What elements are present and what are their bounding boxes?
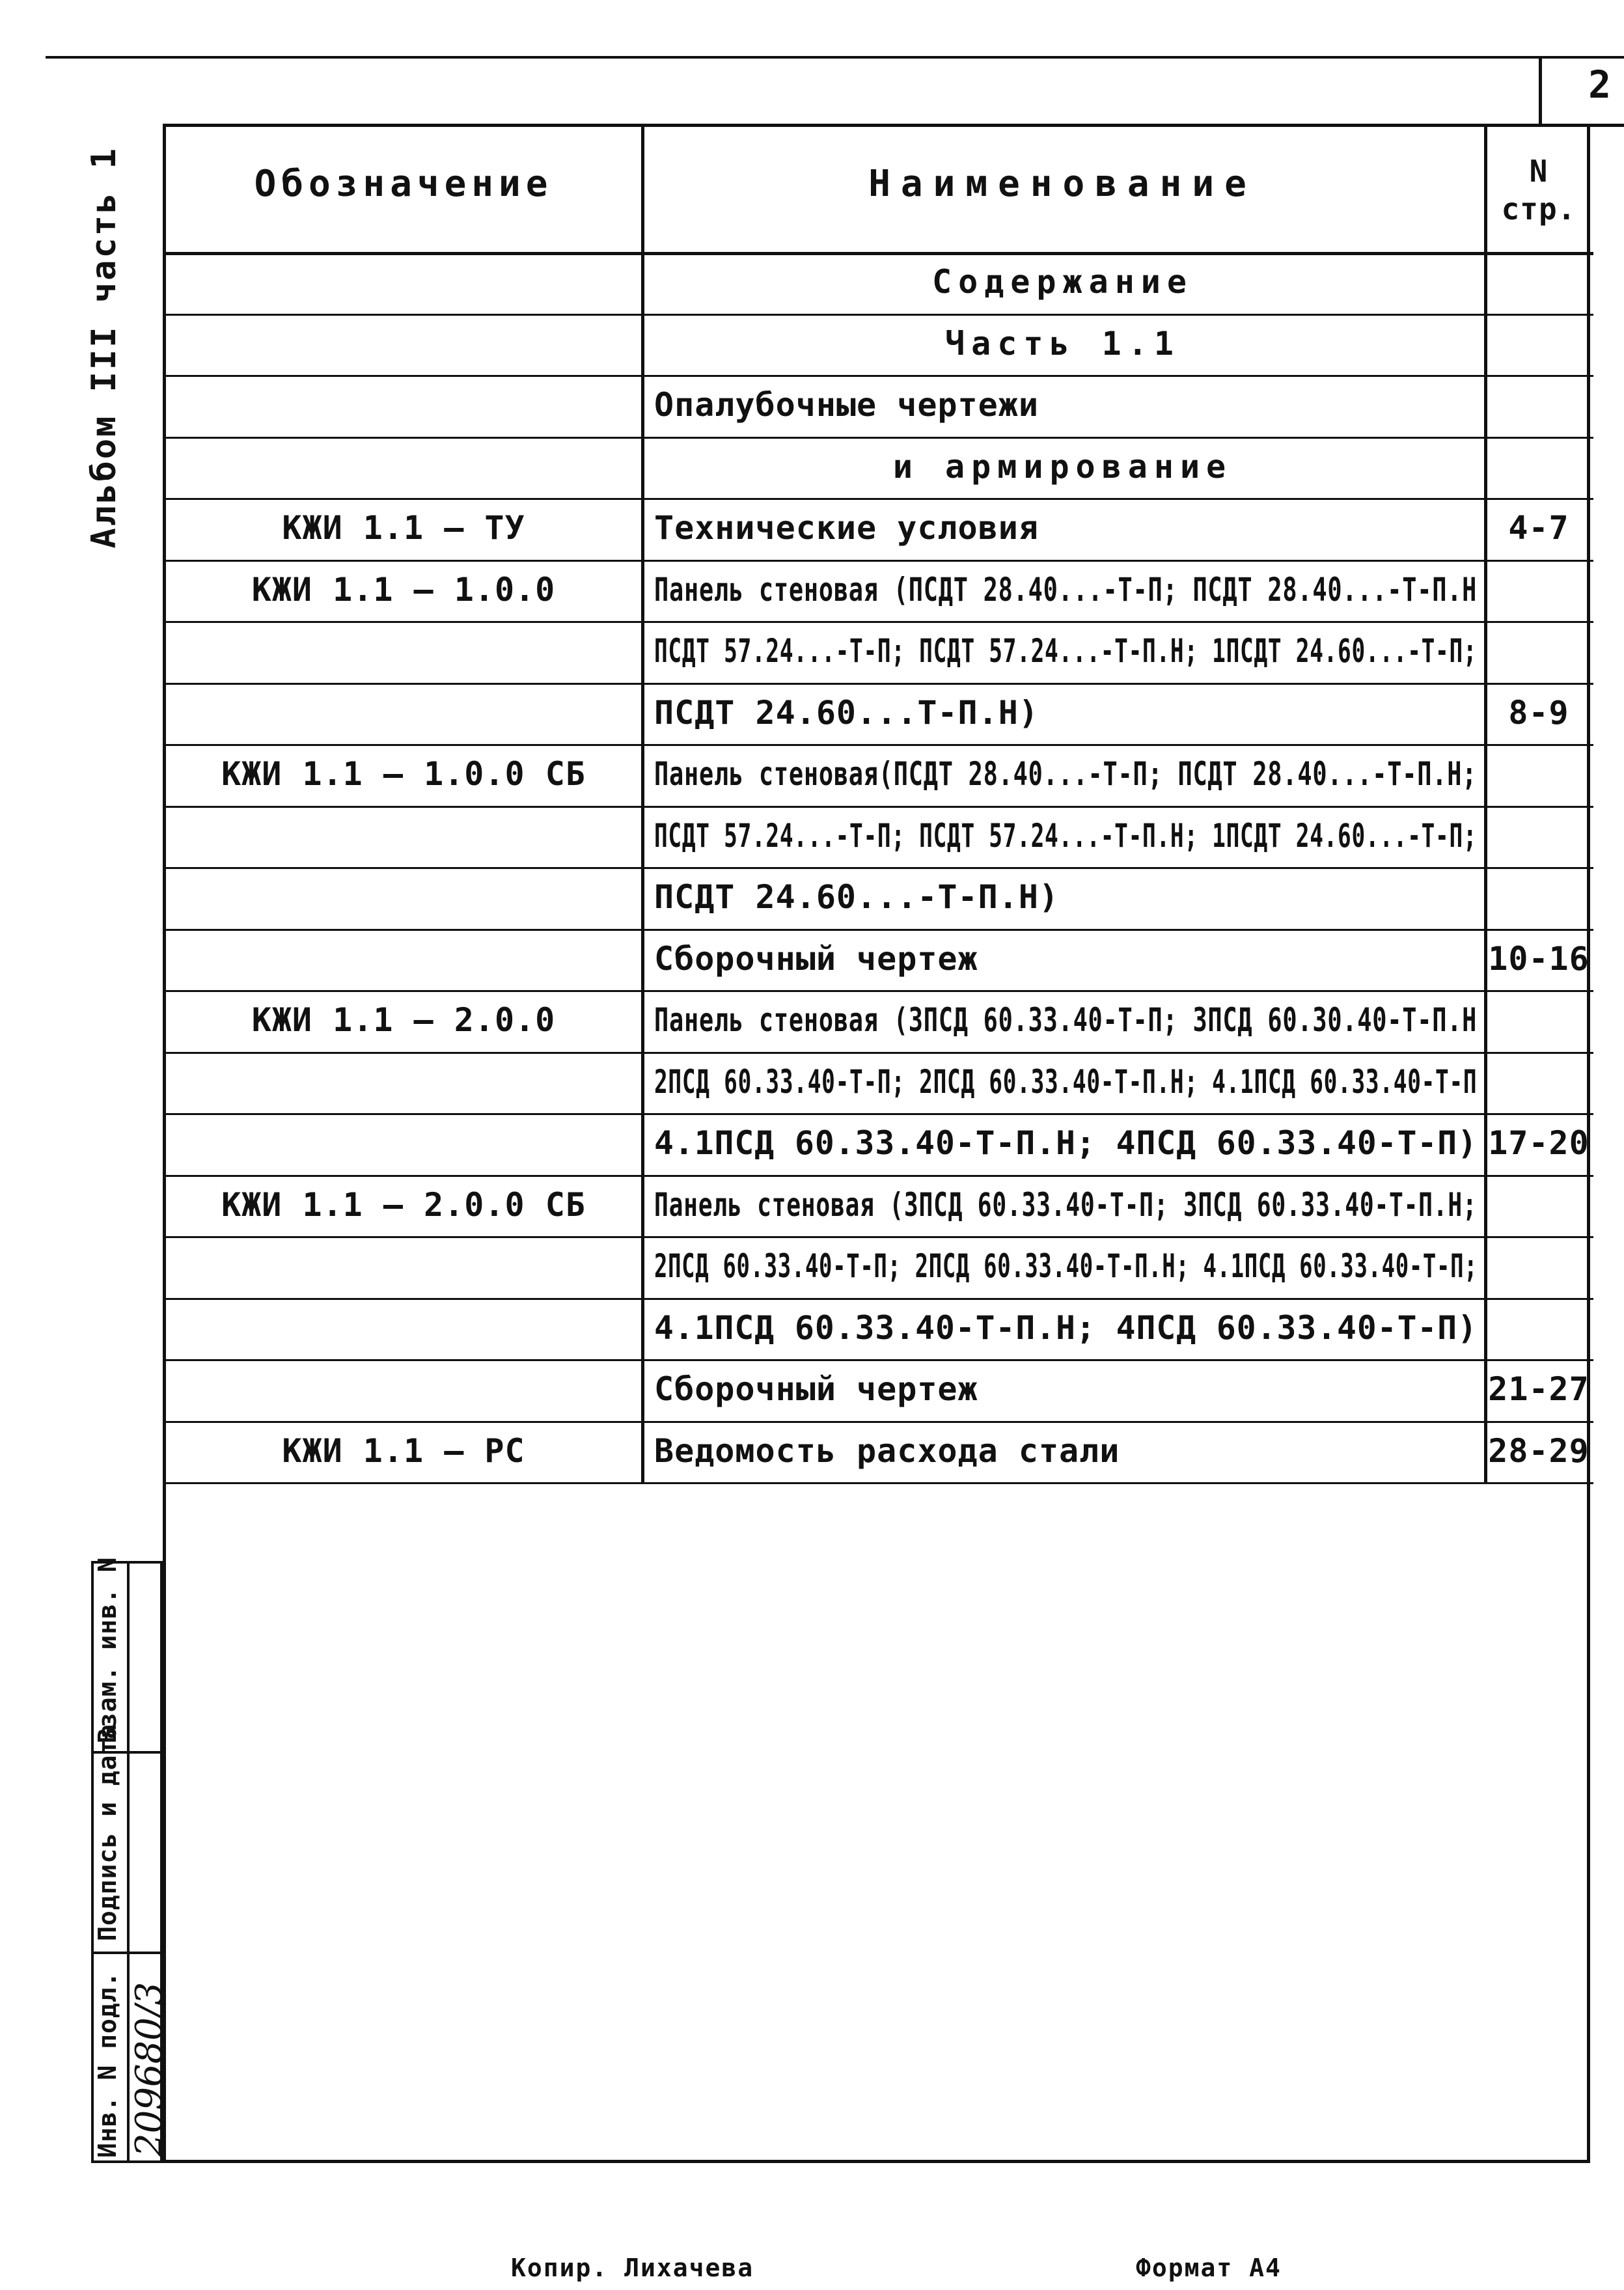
row-divider xyxy=(166,1113,1593,1115)
row-divider xyxy=(166,252,1593,255)
stamp-label: Подпись и дата xyxy=(93,1723,122,1941)
page-number: 2 xyxy=(1588,62,1611,107)
row-divider xyxy=(166,560,1593,562)
row-divider xyxy=(166,744,1593,746)
row-name: 4.1ПСД 60.33.40-Т-П.Н; 4ПСД 60.33.40-Т-П) xyxy=(654,1308,1478,1347)
row-divider xyxy=(166,1236,1593,1238)
row-page: 28-29 xyxy=(1488,1431,1590,1470)
footer-format: Формат А4 xyxy=(1136,2254,1282,2282)
row-name: и армирование xyxy=(892,447,1233,486)
row-name: Содержание xyxy=(931,263,1194,301)
row-divider xyxy=(166,1175,1593,1177)
row-divider xyxy=(166,437,1593,439)
row-name: Панель стеновая (ПСДТ 28.40...-Т-П; ПСДТ 28.40...-Т-П.Н xyxy=(654,570,1478,609)
top-rule xyxy=(46,56,1624,59)
row-name: ПСДТ 24.60...Т-П.Н) xyxy=(654,693,1039,732)
row-designation: КЖИ 1.1 – ТУ xyxy=(282,509,525,547)
row-name: ПСДТ 24.60...-Т-П.Н) xyxy=(654,878,1060,917)
row-divider xyxy=(166,1421,1593,1423)
inventory-number: 209680/3 xyxy=(128,1981,171,2157)
row-name: Сборочный чертеж xyxy=(654,1370,978,1409)
row-name: 2ПСД 60.33.40-Т-П; 2ПСД 60.33.40-Т-П.Н; 4.1ПСД 60.33.40-Т-П xyxy=(654,1062,1478,1101)
row-divider xyxy=(166,867,1593,869)
row-name: Панель стеновая (3ПСД 60.33.40-Т-П; 3ПСД 60.33.40-Т-П.Н; xyxy=(654,1185,1478,1224)
header-name: Наименование xyxy=(868,163,1257,205)
row-name: Панель стеновая(ПСДТ 28.40...-Т-П; ПСДТ 28.40...-Т-П.Н; xyxy=(654,755,1478,793)
row-divider xyxy=(166,683,1593,685)
row-page: 8-9 xyxy=(1508,693,1569,732)
row-name: Опалубочные чертежи xyxy=(654,386,1039,424)
row-divider xyxy=(166,375,1593,377)
column-divider xyxy=(1484,127,1487,1482)
header-page: N стр. xyxy=(1501,154,1576,227)
row-divider xyxy=(166,990,1593,992)
row-page: 4-7 xyxy=(1508,509,1569,547)
header-designation: Обозначение xyxy=(254,163,553,205)
row-designation: КЖИ 1.1 – 1.0.0 xyxy=(251,570,556,609)
row-name: Панель стеновая (3ПСД 60.33.40-Т-П; 3ПСД 60.30.40-Т-П.Н xyxy=(654,1001,1478,1040)
row-designation: КЖИ 1.1 – 2.0.0 xyxy=(251,1001,556,1040)
row-divider xyxy=(166,314,1593,316)
row-divider xyxy=(166,806,1593,808)
contents-table xyxy=(163,124,1590,2163)
row-name: Технические условия xyxy=(654,509,1039,547)
row-divider xyxy=(166,621,1593,623)
stamp-block xyxy=(93,1556,171,2163)
row-designation: КЖИ 1.1 – 1.0.0 СБ xyxy=(221,755,586,793)
row-name: ПСДТ 57.24...-Т-П; ПСДТ 57.24...-Т-П.Н; 1ПСДТ 24.60...-Т-П; xyxy=(654,816,1478,855)
row-divider xyxy=(166,498,1593,500)
stamp-divider xyxy=(91,1952,163,1954)
row-page: 21-27 xyxy=(1488,1370,1590,1409)
row-divider xyxy=(166,1298,1593,1300)
row-page: 17-20 xyxy=(1488,1124,1590,1163)
row-name: 4.1ПСД 60.33.40-Т-П.Н; 4ПСД 60.33.40-Т-П) xyxy=(654,1124,1478,1163)
row-name: ПСДТ 57.24...-Т-П; ПСДТ 57.24...-Т-П.Н; 1ПСДТ 24.60...-Т-П; xyxy=(654,632,1478,670)
row-divider xyxy=(166,1359,1593,1361)
row-name: Часть 1.1 xyxy=(945,324,1180,363)
row-name: Сборочный чертеж xyxy=(654,939,978,978)
row-designation: КЖИ 1.1 – 2.0.0 СБ xyxy=(221,1185,586,1224)
row-divider xyxy=(166,1482,1593,1484)
footer-copied-by: Копир. Лихачева xyxy=(511,2254,754,2282)
row-name: 2ПСД 60.33.40-Т-П; 2ПСД 60.33.40-Т-П.Н; 4.1ПСД 60.33.40-Т-П; xyxy=(654,1247,1478,1286)
row-name: Ведомость расхода стали xyxy=(654,1431,1120,1470)
stamp-label: Инв. N подл. xyxy=(93,1971,122,2158)
row-designation: КЖИ 1.1 – РС xyxy=(282,1431,525,1470)
page-number-box xyxy=(1539,57,1624,127)
row-divider xyxy=(166,1052,1593,1054)
row-page: 10-16 xyxy=(1488,939,1590,978)
album-title: Альбом III часть 1 xyxy=(85,146,124,549)
stamp-label: Взам. инв. N xyxy=(93,1556,122,1743)
row-divider xyxy=(166,929,1593,931)
